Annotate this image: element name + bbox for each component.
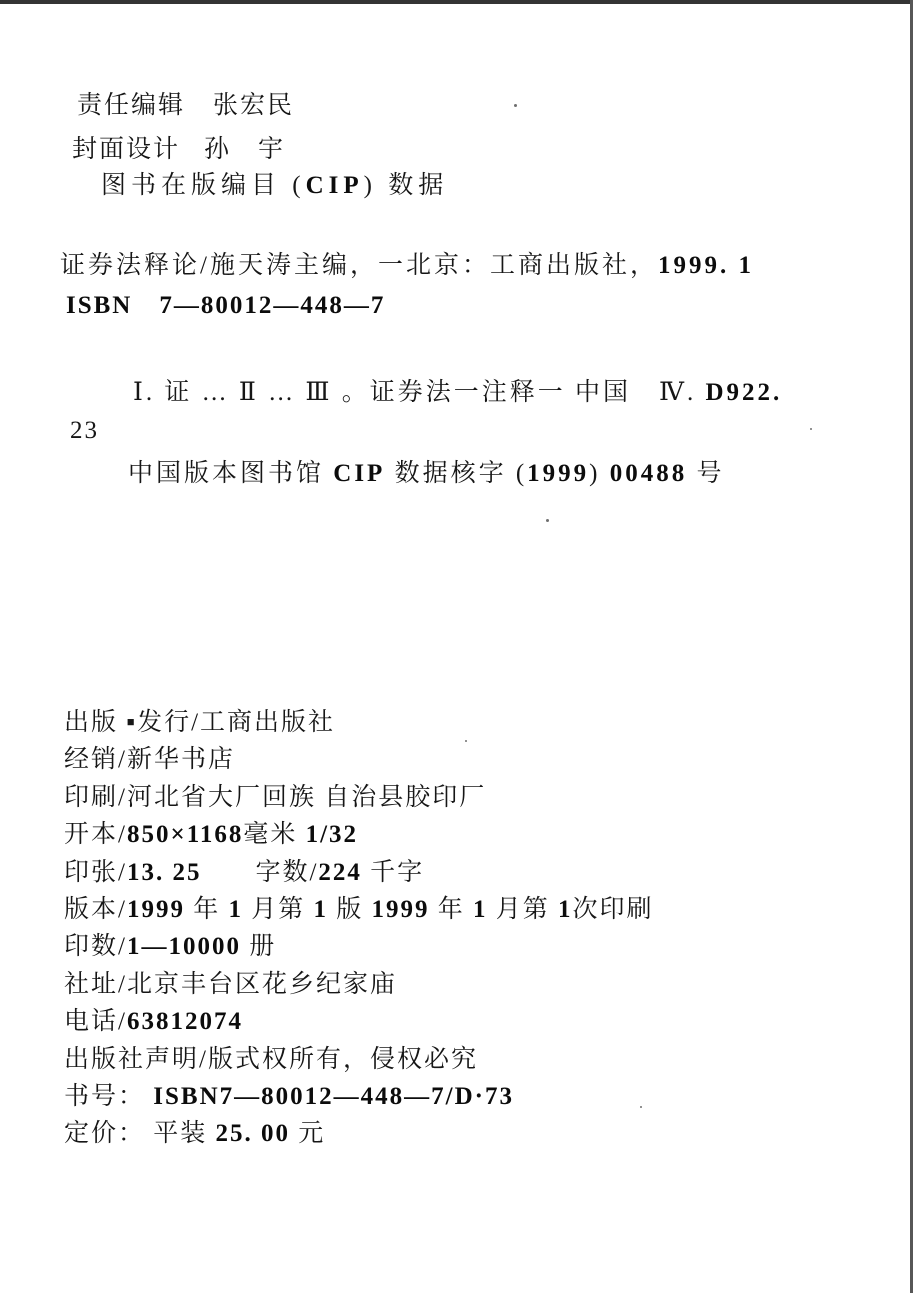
text-segment: CIP xyxy=(333,460,386,487)
cip-classification-continuation xyxy=(70,417,99,446)
text-segment: 图书在版编目 ( xyxy=(101,172,306,199)
cip-record-number-line xyxy=(128,460,725,489)
text-segment: ISBN 7—80012—448—7 xyxy=(66,292,386,319)
text-segment: 印张/ xyxy=(64,858,127,886)
text-segment: 850×1168 xyxy=(126,821,244,849)
text-segment: 年 xyxy=(429,895,474,923)
text-segment: 月第 xyxy=(487,895,559,923)
editor-name: 张宏民 xyxy=(213,92,295,119)
scan-speck xyxy=(465,740,467,742)
colophon-line-price xyxy=(64,1113,884,1150)
text-segment: 社址/北京丰台区花乡纪家庙 xyxy=(64,970,397,998)
text-segment: 册 xyxy=(240,933,277,961)
text-segment: 1 xyxy=(558,895,573,923)
colophon-line-format xyxy=(64,814,884,851)
text-segment: 1999. 1 xyxy=(657,252,754,279)
text-segment: 经销/新华书店 xyxy=(64,746,235,774)
text-segment: ) 数据 xyxy=(363,172,449,199)
text-segment: 元 xyxy=(290,1120,326,1148)
text-segment: 1/32 xyxy=(305,821,359,849)
editor-role-label: 责任编辑 xyxy=(77,92,186,119)
text-segment: 印数/ xyxy=(64,933,127,961)
colophon-line-print-run xyxy=(64,926,884,963)
cip-data-heading xyxy=(101,172,448,201)
colophon-line-address xyxy=(64,964,884,1001)
scan-edge-top xyxy=(0,0,913,4)
cip-classification-line xyxy=(133,379,782,408)
text-segment: 证券法释论/施天涛主编，一北京：工商出版社， xyxy=(60,252,658,279)
text-segment: CIP xyxy=(305,172,364,199)
text-segment: 千字 xyxy=(361,858,425,886)
text-segment: 出版 ▪发行/工商出版社 xyxy=(64,709,336,736)
scan-speck xyxy=(514,104,517,107)
text-segment: 1 xyxy=(228,895,243,923)
text-segment: 1—10000 xyxy=(126,933,241,961)
text-segment: 23 xyxy=(70,417,99,444)
text-segment: 224 xyxy=(318,858,362,886)
text-segment: 25. 00 xyxy=(215,1120,291,1148)
text-segment: 00488 xyxy=(609,460,688,487)
text-segment: 63812074 xyxy=(126,1008,243,1036)
colophon-line-book-number xyxy=(64,1076,884,1113)
colophon-line-sheets-wordcount xyxy=(64,852,884,889)
text-segment: 月第 xyxy=(242,895,314,923)
text-segment: 版本/ xyxy=(64,895,127,923)
text-segment: ISBN7—80012—448—7/D·73 xyxy=(153,1082,514,1110)
text-segment: 书号： xyxy=(64,1082,154,1110)
colophon-line-seller xyxy=(64,739,884,776)
editor-credit-line xyxy=(77,92,294,121)
text-segment: 定价： 平装 xyxy=(64,1120,216,1148)
cover-designer-name: 孙 宇 xyxy=(204,136,286,163)
text-segment: 1999 xyxy=(126,895,185,923)
text-segment: 年 xyxy=(184,895,229,923)
text-segment: 毫米 xyxy=(243,821,306,849)
text-segment: 1999 xyxy=(527,460,590,487)
text-segment: 中国版本图书馆 xyxy=(128,460,334,487)
text-segment: Ⅰ. 证 … Ⅱ … Ⅲ 。证券法一注释一 中国 Ⅳ. xyxy=(133,379,706,406)
colophon-line-statement xyxy=(64,1039,884,1076)
colophon-block xyxy=(64,702,884,1151)
scan-speck xyxy=(640,1106,642,1108)
text-segment: ) xyxy=(589,460,610,487)
scan-speck xyxy=(810,428,812,430)
cover-design-credit-line xyxy=(72,136,285,165)
text-segment: 次印刷 xyxy=(572,895,654,923)
text-segment: 版 xyxy=(327,895,372,923)
cip-isbn-line xyxy=(66,292,385,321)
text-segment: 号 xyxy=(687,460,725,487)
cover-role-label: 封面设计 xyxy=(72,136,181,163)
text-segment: 出版社声明/版式权所有，侵权必究 xyxy=(64,1045,478,1073)
colophon-line-edition xyxy=(64,889,884,926)
text-segment: 1 xyxy=(473,895,488,923)
text-segment: 数据核字 ( xyxy=(385,460,528,487)
text-segment: 电话/ xyxy=(64,1008,127,1036)
text-segment: 开本/ xyxy=(64,821,127,849)
text-segment: 字数/ xyxy=(201,858,319,886)
text-segment: 印刷/河北省大厂回族 自治县胶印厂 xyxy=(64,783,487,811)
colophon-line-publisher-distributor xyxy=(64,702,884,739)
text-segment: 13. 25 xyxy=(126,858,202,886)
cip-title-line xyxy=(60,252,754,281)
text-segment: 1 xyxy=(313,895,328,923)
colophon-line-phone xyxy=(64,1001,884,1038)
text-segment: 1999 xyxy=(371,895,430,923)
colophon-line-printer xyxy=(64,777,884,814)
text-segment: D922. xyxy=(705,379,783,406)
scan-speck xyxy=(546,519,549,522)
